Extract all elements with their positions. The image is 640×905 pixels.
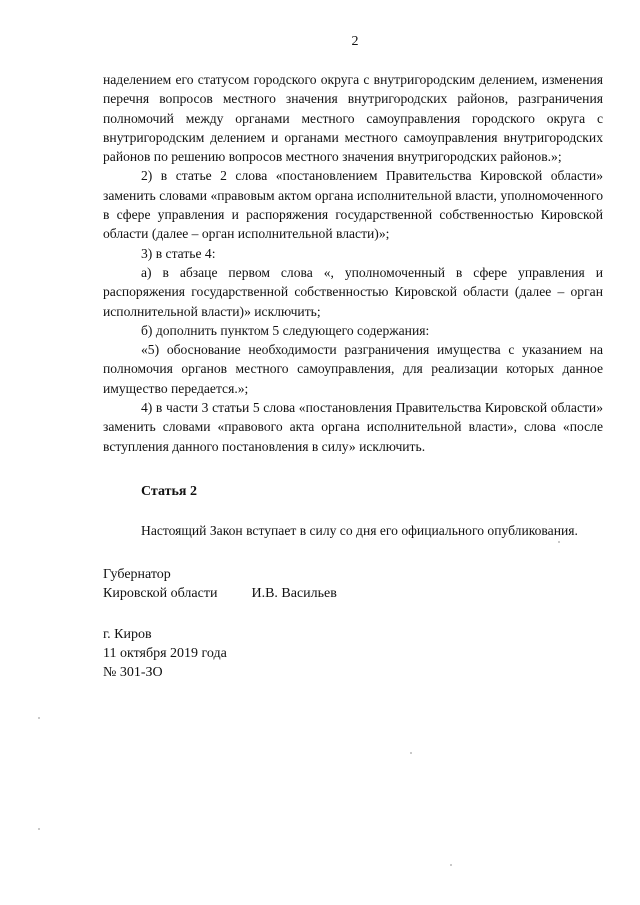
scan-speck (410, 752, 412, 754)
law-number: № 301-ЗО (103, 665, 163, 680)
article-2-text: Настоящий Закон вступает в силу со дня его официального опубликования. (141, 523, 578, 539)
scan-speck (38, 717, 40, 719)
scan-speck (450, 864, 452, 866)
date: 11 октября 2019 года (103, 646, 227, 661)
paragraph-item-2: 2) в статье 2 слова «постановлением Правительства Кировской области» заменить словами «правовым актом органа исполнительной власти, уполномоченного в сфере управления и распоряжения государственной собственностью Кировской области (далее – орган исполнительной власти)»; (103, 168, 603, 242)
signatory-title-line1: Губернатор (103, 567, 171, 582)
scan-speck (558, 541, 560, 543)
paragraph-continuation: наделением его статусом городского округа с внутригородским делением, изменения перечня вопросов местного значения внутригородских районов, разграничения полномочий между органами местного самоуправления городского округа с внутригородским делением и органами местного самоуправления внутригородских районов по решению вопросов местного значения внутригородских районов.»; (103, 72, 603, 165)
signatory-row (103, 584, 337, 603)
city: г. Киров (103, 627, 152, 642)
paragraph-item-3b: б) дополнить пунктом 5 следующего содержания: (141, 322, 430, 338)
paragraph-item-4: 4) в части 3 статьи 5 слова «постановления Правительства Кировской области» заменить словами «правового акта органа исполнительной власти», слова «после вступления данного постановления в силу» исключить. (103, 400, 603, 454)
scan-speck (38, 828, 40, 830)
signatory-title-line2: Кировской области (103, 586, 218, 601)
signature-block (103, 565, 337, 603)
paragraph-item-3: 3) в статье 4: (141, 245, 216, 261)
article-2-heading: Статья 2 (141, 483, 197, 499)
paragraph-quoted-item-5: «5) обоснование необходимости разграничения имущества с указанием на полномочия органов местного самоуправления, для реализации которых данное имущество передается.»; (103, 342, 603, 396)
place-date-block (103, 625, 227, 682)
page-number: 2 (351, 34, 359, 49)
law-body (103, 70, 603, 541)
paragraph-item-3a: а) в абзаце первом слова «, уполномоченный в сфере управления и распоряжения государственной собственностью Кировской области (далее – орган исполнительной власти)» исключить; (103, 264, 603, 319)
signatory-name: И.В. Васильев (251, 586, 337, 601)
